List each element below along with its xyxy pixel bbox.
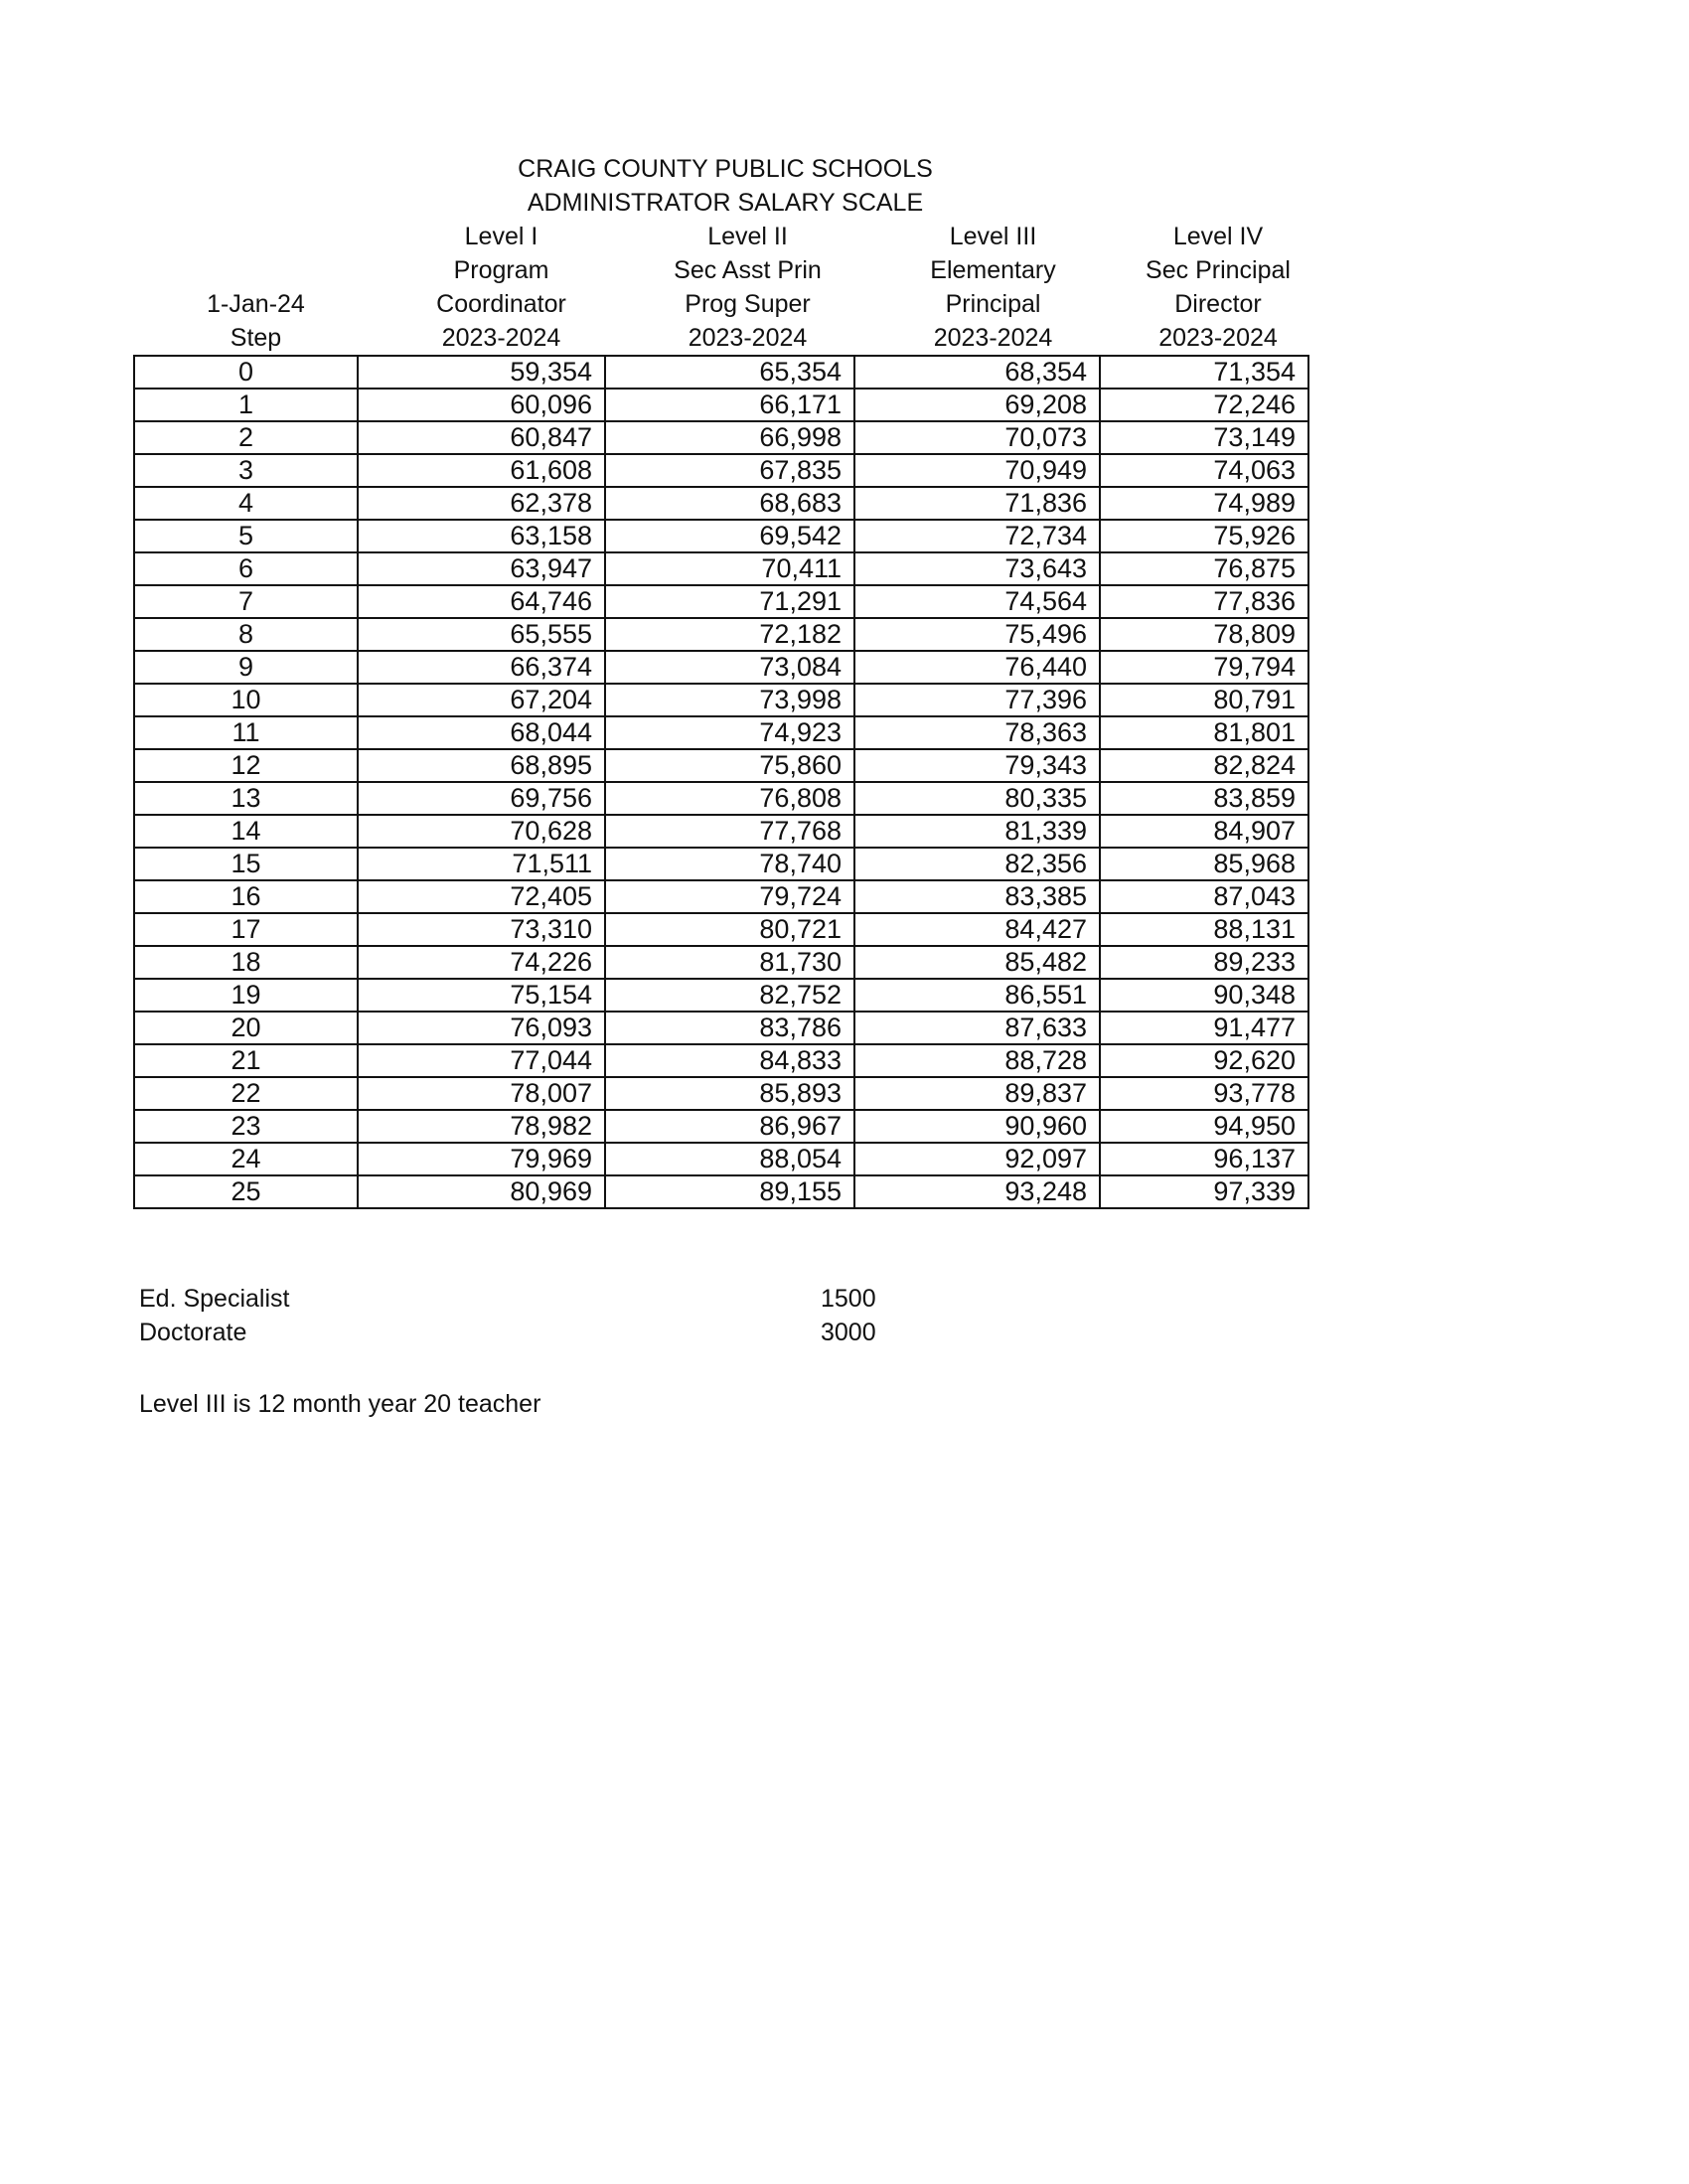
level-2-cell: 73,998 — [605, 684, 854, 716]
header-level-4-line: Level IV — [1172, 223, 1264, 250]
level-2-cell: 81,730 — [605, 946, 854, 979]
level-4-cell: 76,875 — [1100, 552, 1308, 585]
header-level-1-line: Coordinator — [436, 290, 566, 318]
level-4-cell: 80,791 — [1100, 684, 1308, 716]
level-1-cell: 60,847 — [358, 421, 605, 454]
table-row — [134, 421, 1308, 454]
header-level-4-line: 2023-2024 — [1158, 324, 1278, 352]
supplement-amount: 3000 — [821, 1319, 876, 1346]
level-2-cell: 89,155 — [605, 1175, 854, 1208]
level-2-cell: 73,084 — [605, 651, 854, 684]
level-2-cell: 79,724 — [605, 880, 854, 913]
header-level-4 — [1115, 220, 1321, 355]
level-1-cell: 75,154 — [358, 979, 605, 1012]
step-cell: 16 — [134, 880, 358, 913]
level-3-cell: 92,097 — [854, 1143, 1100, 1175]
level-4-cell: 94,950 — [1100, 1110, 1308, 1143]
level-4-cell: 89,233 — [1100, 946, 1308, 979]
document-title: CRAIG COUNTY PUBLIC SCHOOLS — [518, 155, 933, 183]
level-4-cell: 72,246 — [1100, 389, 1308, 421]
level-1-cell: 80,969 — [358, 1175, 605, 1208]
table-row — [134, 880, 1308, 913]
level-1-cell: 59,354 — [358, 356, 605, 389]
level-2-cell: 72,182 — [605, 618, 854, 651]
level-3-cell: 69,208 — [854, 389, 1100, 421]
level-3-cell: 93,248 — [854, 1175, 1100, 1208]
header-level-2-line: Sec Asst Prin — [674, 256, 822, 284]
header-level-1-line: 2023-2024 — [441, 324, 561, 352]
level-2-cell: 68,683 — [605, 487, 854, 520]
level-3-cell: 75,496 — [854, 618, 1100, 651]
table-row — [134, 1044, 1308, 1077]
level-1-cell: 69,756 — [358, 782, 605, 815]
level-4-cell: 87,043 — [1100, 880, 1308, 913]
table-row — [134, 1012, 1308, 1044]
table-row — [134, 716, 1308, 749]
step-cell: 12 — [134, 749, 358, 782]
header-level-3-line: 2023-2024 — [933, 324, 1053, 352]
step-cell: 0 — [134, 356, 358, 389]
level-2-cell: 66,998 — [605, 421, 854, 454]
table-row — [134, 782, 1308, 815]
table-row — [134, 618, 1308, 651]
level-1-cell: 78,007 — [358, 1077, 605, 1110]
step-cell: 14 — [134, 815, 358, 848]
level-1-cell: 74,226 — [358, 946, 605, 979]
step-cell: 18 — [134, 946, 358, 979]
level-2-cell: 85,893 — [605, 1077, 854, 1110]
level-3-cell: 90,960 — [854, 1110, 1100, 1143]
level-1-cell: 60,096 — [358, 389, 605, 421]
table-row — [134, 552, 1308, 585]
header-level-3-line: Principal — [945, 290, 1041, 318]
table-row — [134, 1110, 1308, 1143]
table-row — [134, 979, 1308, 1012]
level-4-cell: 84,907 — [1100, 815, 1308, 848]
level-1-cell: 63,158 — [358, 520, 605, 552]
level-2-cell: 66,171 — [605, 389, 854, 421]
header-step-label: Step — [230, 324, 282, 352]
level-3-cell: 83,385 — [854, 880, 1100, 913]
header-level-1-line: Program — [453, 256, 549, 284]
level-1-cell: 64,746 — [358, 585, 605, 618]
table-row — [134, 651, 1308, 684]
level-2-cell: 78,740 — [605, 848, 854, 880]
salary-table — [133, 355, 1309, 1209]
header-level-2-line: Level II — [707, 223, 788, 250]
level-1-cell: 78,982 — [358, 1110, 605, 1143]
step-cell: 15 — [134, 848, 358, 880]
level-4-cell: 90,348 — [1100, 979, 1308, 1012]
header-level-3-line: Elementary — [930, 256, 1056, 284]
level-2-cell: 74,923 — [605, 716, 854, 749]
level-4-cell: 92,620 — [1100, 1044, 1308, 1077]
level-2-cell: 75,860 — [605, 749, 854, 782]
supplement-label: Ed. Specialist — [139, 1285, 290, 1313]
level-1-cell: 68,895 — [358, 749, 605, 782]
level-1-cell: 77,044 — [358, 1044, 605, 1077]
level-1-cell: 73,310 — [358, 913, 605, 946]
level-3-cell: 74,564 — [854, 585, 1100, 618]
header-level-3-line: Level III — [949, 223, 1037, 250]
step-cell: 25 — [134, 1175, 358, 1208]
step-cell: 2 — [134, 421, 358, 454]
level-2-cell: 77,768 — [605, 815, 854, 848]
header-step-date: 1-Jan-24 — [207, 290, 305, 318]
table-row — [134, 487, 1308, 520]
level-1-cell: 76,093 — [358, 1012, 605, 1044]
step-cell: 1 — [134, 389, 358, 421]
header-level-4-line: Sec Principal — [1146, 256, 1291, 284]
supplement-amount: 1500 — [821, 1285, 876, 1313]
step-cell: 7 — [134, 585, 358, 618]
level-2-cell: 83,786 — [605, 1012, 854, 1044]
level-3-cell: 87,633 — [854, 1012, 1100, 1044]
step-cell: 8 — [134, 618, 358, 651]
level-4-cell: 81,801 — [1100, 716, 1308, 749]
level-3-cell: 86,551 — [854, 979, 1100, 1012]
step-cell: 17 — [134, 913, 358, 946]
header-level-2-line: 2023-2024 — [688, 324, 808, 352]
header-level-3 — [871, 220, 1115, 355]
step-cell: 3 — [134, 454, 358, 487]
level-3-cell: 84,427 — [854, 913, 1100, 946]
table-row — [134, 389, 1308, 421]
table-row — [134, 913, 1308, 946]
level-3-cell: 71,836 — [854, 487, 1100, 520]
level-4-cell: 71,354 — [1100, 356, 1308, 389]
level-4-cell: 75,926 — [1100, 520, 1308, 552]
header-step — [133, 287, 379, 355]
level-2-cell: 82,752 — [605, 979, 854, 1012]
step-cell: 10 — [134, 684, 358, 716]
step-cell: 24 — [134, 1143, 358, 1175]
table-row — [134, 848, 1308, 880]
level-3-cell: 70,949 — [854, 454, 1100, 487]
table-row — [134, 520, 1308, 552]
table-row — [134, 946, 1308, 979]
table-row — [134, 815, 1308, 848]
level-3-cell: 77,396 — [854, 684, 1100, 716]
level-2-cell: 67,835 — [605, 454, 854, 487]
step-cell: 5 — [134, 520, 358, 552]
level-4-cell: 78,809 — [1100, 618, 1308, 651]
level-2-cell: 65,354 — [605, 356, 854, 389]
level-2-cell: 71,291 — [605, 585, 854, 618]
level-4-cell: 96,137 — [1100, 1143, 1308, 1175]
level-1-cell: 71,511 — [358, 848, 605, 880]
level-1-cell: 66,374 — [358, 651, 605, 684]
table-row — [134, 684, 1308, 716]
table-row — [134, 1077, 1308, 1110]
level-4-cell: 91,477 — [1100, 1012, 1308, 1044]
level-4-cell: 85,968 — [1100, 848, 1308, 880]
level-3-cell: 88,728 — [854, 1044, 1100, 1077]
level-4-cell: 97,339 — [1100, 1175, 1308, 1208]
table-row — [134, 356, 1308, 389]
level-1-cell: 68,044 — [358, 716, 605, 749]
level-2-cell: 76,808 — [605, 782, 854, 815]
document-subtitle: ADMINISTRATOR SALARY SCALE — [527, 189, 924, 217]
step-cell: 9 — [134, 651, 358, 684]
level-4-cell: 83,859 — [1100, 782, 1308, 815]
level-3-cell: 68,354 — [854, 356, 1100, 389]
level-2-cell: 84,833 — [605, 1044, 854, 1077]
level-2-cell: 80,721 — [605, 913, 854, 946]
level-2-cell: 88,054 — [605, 1143, 854, 1175]
level-1-cell: 61,608 — [358, 454, 605, 487]
step-cell: 19 — [134, 979, 358, 1012]
step-cell: 21 — [134, 1044, 358, 1077]
level-3-cell: 78,363 — [854, 716, 1100, 749]
level-3-cell: 76,440 — [854, 651, 1100, 684]
level-1-cell: 67,204 — [358, 684, 605, 716]
level-2-cell: 70,411 — [605, 552, 854, 585]
level-1-cell: 63,947 — [358, 552, 605, 585]
level-3-cell: 82,356 — [854, 848, 1100, 880]
level-4-cell: 82,824 — [1100, 749, 1308, 782]
level-3-cell: 73,643 — [854, 552, 1100, 585]
header-level-2-line: Prog Super — [685, 290, 811, 318]
level-1-cell: 70,628 — [358, 815, 605, 848]
level-4-cell: 88,131 — [1100, 913, 1308, 946]
level-3-cell: 80,335 — [854, 782, 1100, 815]
level-4-cell: 73,149 — [1100, 421, 1308, 454]
level-3-cell: 85,482 — [854, 946, 1100, 979]
table-row — [134, 1175, 1308, 1208]
header-level-2 — [624, 220, 871, 355]
table-row — [134, 454, 1308, 487]
table-row — [134, 749, 1308, 782]
level-2-cell: 86,967 — [605, 1110, 854, 1143]
level-3-cell: 81,339 — [854, 815, 1100, 848]
footnote: Level III is 12 month year 20 teacher — [139, 1390, 541, 1418]
table-row — [134, 1143, 1308, 1175]
step-cell: 22 — [134, 1077, 358, 1110]
level-1-cell: 62,378 — [358, 487, 605, 520]
level-3-cell: 70,073 — [854, 421, 1100, 454]
level-3-cell: 79,343 — [854, 749, 1100, 782]
table-row — [134, 585, 1308, 618]
step-cell: 6 — [134, 552, 358, 585]
level-4-cell: 74,989 — [1100, 487, 1308, 520]
level-1-cell: 79,969 — [358, 1143, 605, 1175]
step-cell: 23 — [134, 1110, 358, 1143]
step-cell: 11 — [134, 716, 358, 749]
level-4-cell: 77,836 — [1100, 585, 1308, 618]
supplement-label: Doctorate — [139, 1319, 247, 1346]
step-cell: 13 — [134, 782, 358, 815]
level-4-cell: 74,063 — [1100, 454, 1308, 487]
level-1-cell: 65,555 — [358, 618, 605, 651]
level-4-cell: 79,794 — [1100, 651, 1308, 684]
step-cell: 20 — [134, 1012, 358, 1044]
level-2-cell: 69,542 — [605, 520, 854, 552]
header-level-1-line: Level I — [464, 223, 538, 250]
level-4-cell: 93,778 — [1100, 1077, 1308, 1110]
header-level-4-line: Director — [1174, 290, 1262, 318]
level-3-cell: 72,734 — [854, 520, 1100, 552]
step-cell: 4 — [134, 487, 358, 520]
level-1-cell: 72,405 — [358, 880, 605, 913]
level-3-cell: 89,837 — [854, 1077, 1100, 1110]
header-level-1 — [379, 220, 624, 355]
